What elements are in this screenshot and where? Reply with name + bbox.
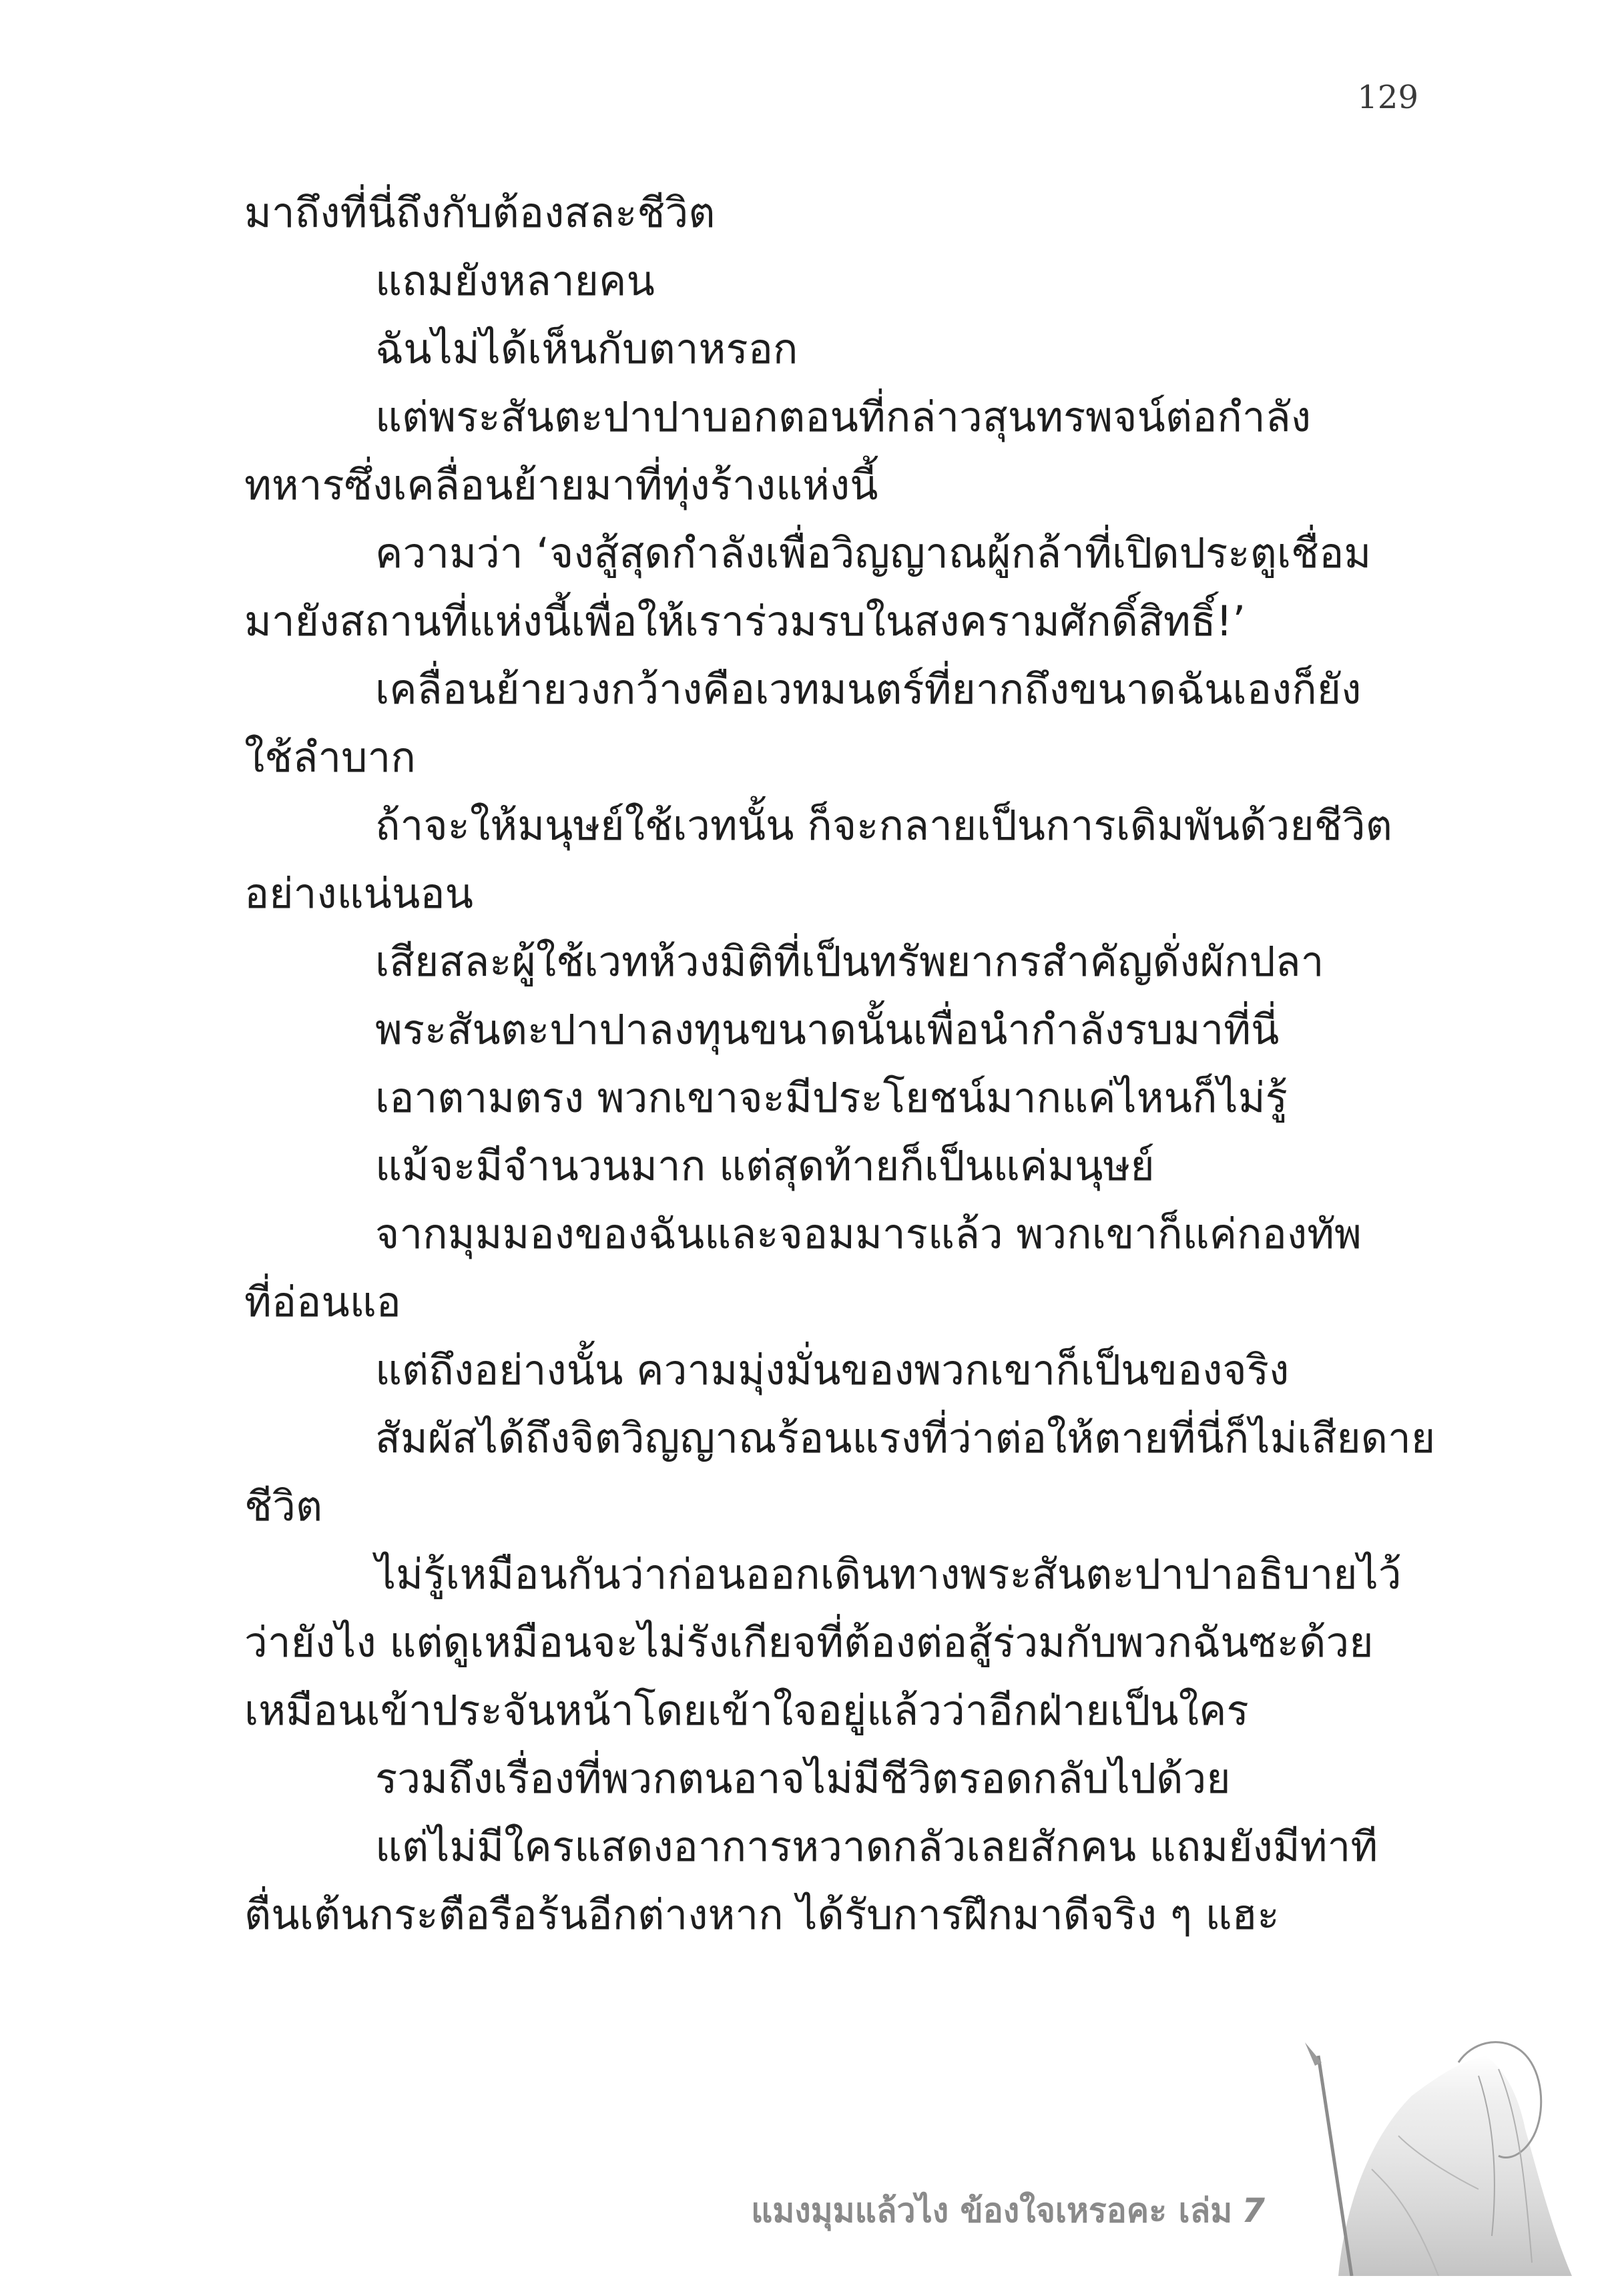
text-line: ตื่นเต้นกระตือรือร้นอีกต่างหาก ได้รับการฝึกมาดีจริง ๆ แฮะ bbox=[244, 1890, 1280, 1939]
footer-book-title bbox=[751, 2185, 1265, 2237]
text-line: ที่อ่อนแอ bbox=[244, 1277, 401, 1326]
footer-title-text: แมงมุมแล้วไง ข้องใจเหรอคะ เล่ม bbox=[751, 2191, 1233, 2230]
text-line: ทหารซึ่งเคลื่อนย้ายมาที่ทุ่งร้างแห่งนี้ bbox=[244, 461, 878, 509]
body-text bbox=[244, 179, 1436, 1949]
text-line: จากมุมมองของฉันและจอมมารแล้ว พวกเขาก็แค่กองทัพ bbox=[375, 1209, 1362, 1258]
text-line: แต่ไม่มีใครแสดงอาการหวาดกลัวเลยสักคน แถมยังมีท่าที bbox=[375, 1822, 1378, 1871]
text-line: แต่พระสันตะปาปาบอกตอนที่กล่าวสุนทรพจน์ต่อกำลัง bbox=[375, 392, 1311, 441]
text-line: เคลื่อนย้ายวงกว้างคือเวทมนตร์ที่ยากถึงขนาดฉันเองก็ยัง bbox=[375, 665, 1362, 713]
text-line: ความว่า ‘จงสู้สุดกำลังเพื่อวิญญาณผู้กล้าที่เปิดประตูเชื่อม bbox=[375, 529, 1372, 577]
text-line: ใช้ลำบาก bbox=[244, 733, 416, 782]
text-line: มาถึงที่นี่ถึงกับต้องสละชีวิต bbox=[244, 188, 716, 237]
text-line: แต่ถึงอย่างนั้น ความมุ่งมั่นของพวกเขาก็เป็นของจริง bbox=[375, 1346, 1290, 1394]
text-line: อย่างแน่นอน bbox=[244, 869, 473, 918]
text-line: เอาตามตรง พวกเขาจะมีประโยชน์มากแค่ไหนก็ไม่รู้ bbox=[375, 1073, 1288, 1122]
text-line: ชีวิต bbox=[244, 1482, 323, 1530]
text-line: แถมยังหลายคน bbox=[375, 256, 655, 305]
text-line: ว่ายังไง แต่ดูเหมือนจะไม่รังเกียจที่ต้องต่อสู้ร่วมกับพวกฉันซะด้วย bbox=[244, 1618, 1374, 1667]
text-line: เหมือนเข้าประจันหน้าโดยเข้าใจอยู่แล้วว่าอีกฝ่ายเป็นใคร bbox=[244, 1686, 1249, 1735]
text-line: พระสันตะปาปาลงทุนขนาดนั้นเพื่อนำกำลังรบมาที่นี่ bbox=[375, 1005, 1280, 1054]
text-line: แม้จะมีจำนวนมาก แต่สุดท้ายก็เป็นแค่มนุษย์ bbox=[375, 1141, 1155, 1190]
text-line: ถ้าจะให้มนุษย์ใช้เวทนั้น ก็จะกลายเป็นการเดิมพันด้วยชีวิต bbox=[375, 801, 1392, 850]
character-illustration bbox=[1238, 2036, 1585, 2276]
text-line: ฉันไม่ได้เห็นกับตาหรอก bbox=[375, 324, 798, 373]
text-line: สัมผัสได้ถึงจิตวิญญาณร้อนแรงที่ว่าต่อให้ตายที่นี่ก็ไม่เสียดาย bbox=[375, 1414, 1436, 1462]
page-number: 129 bbox=[1357, 79, 1418, 116]
text-line: ไม่รู้เหมือนกันว่าก่อนออกเดินทางพระสันตะปาปาอธิบายไว้ bbox=[375, 1550, 1402, 1599]
text-line: รวมถึงเรื่องที่พวกตนอาจไม่มีชีวิตรอดกลับไปด้วย bbox=[375, 1754, 1231, 1803]
text-line: เสียสละผู้ใช้เวทห้วงมิติที่เป็นทรัพยากรสำคัญดั่งผักปลา bbox=[375, 937, 1324, 986]
footer-volume-number: 7 bbox=[1242, 2191, 1265, 2230]
text-line: มายังสถานที่แห่งนี้เพื่อให้เราร่วมรบในสงครามศักดิ์สิทธิ์!’ bbox=[244, 597, 1246, 645]
